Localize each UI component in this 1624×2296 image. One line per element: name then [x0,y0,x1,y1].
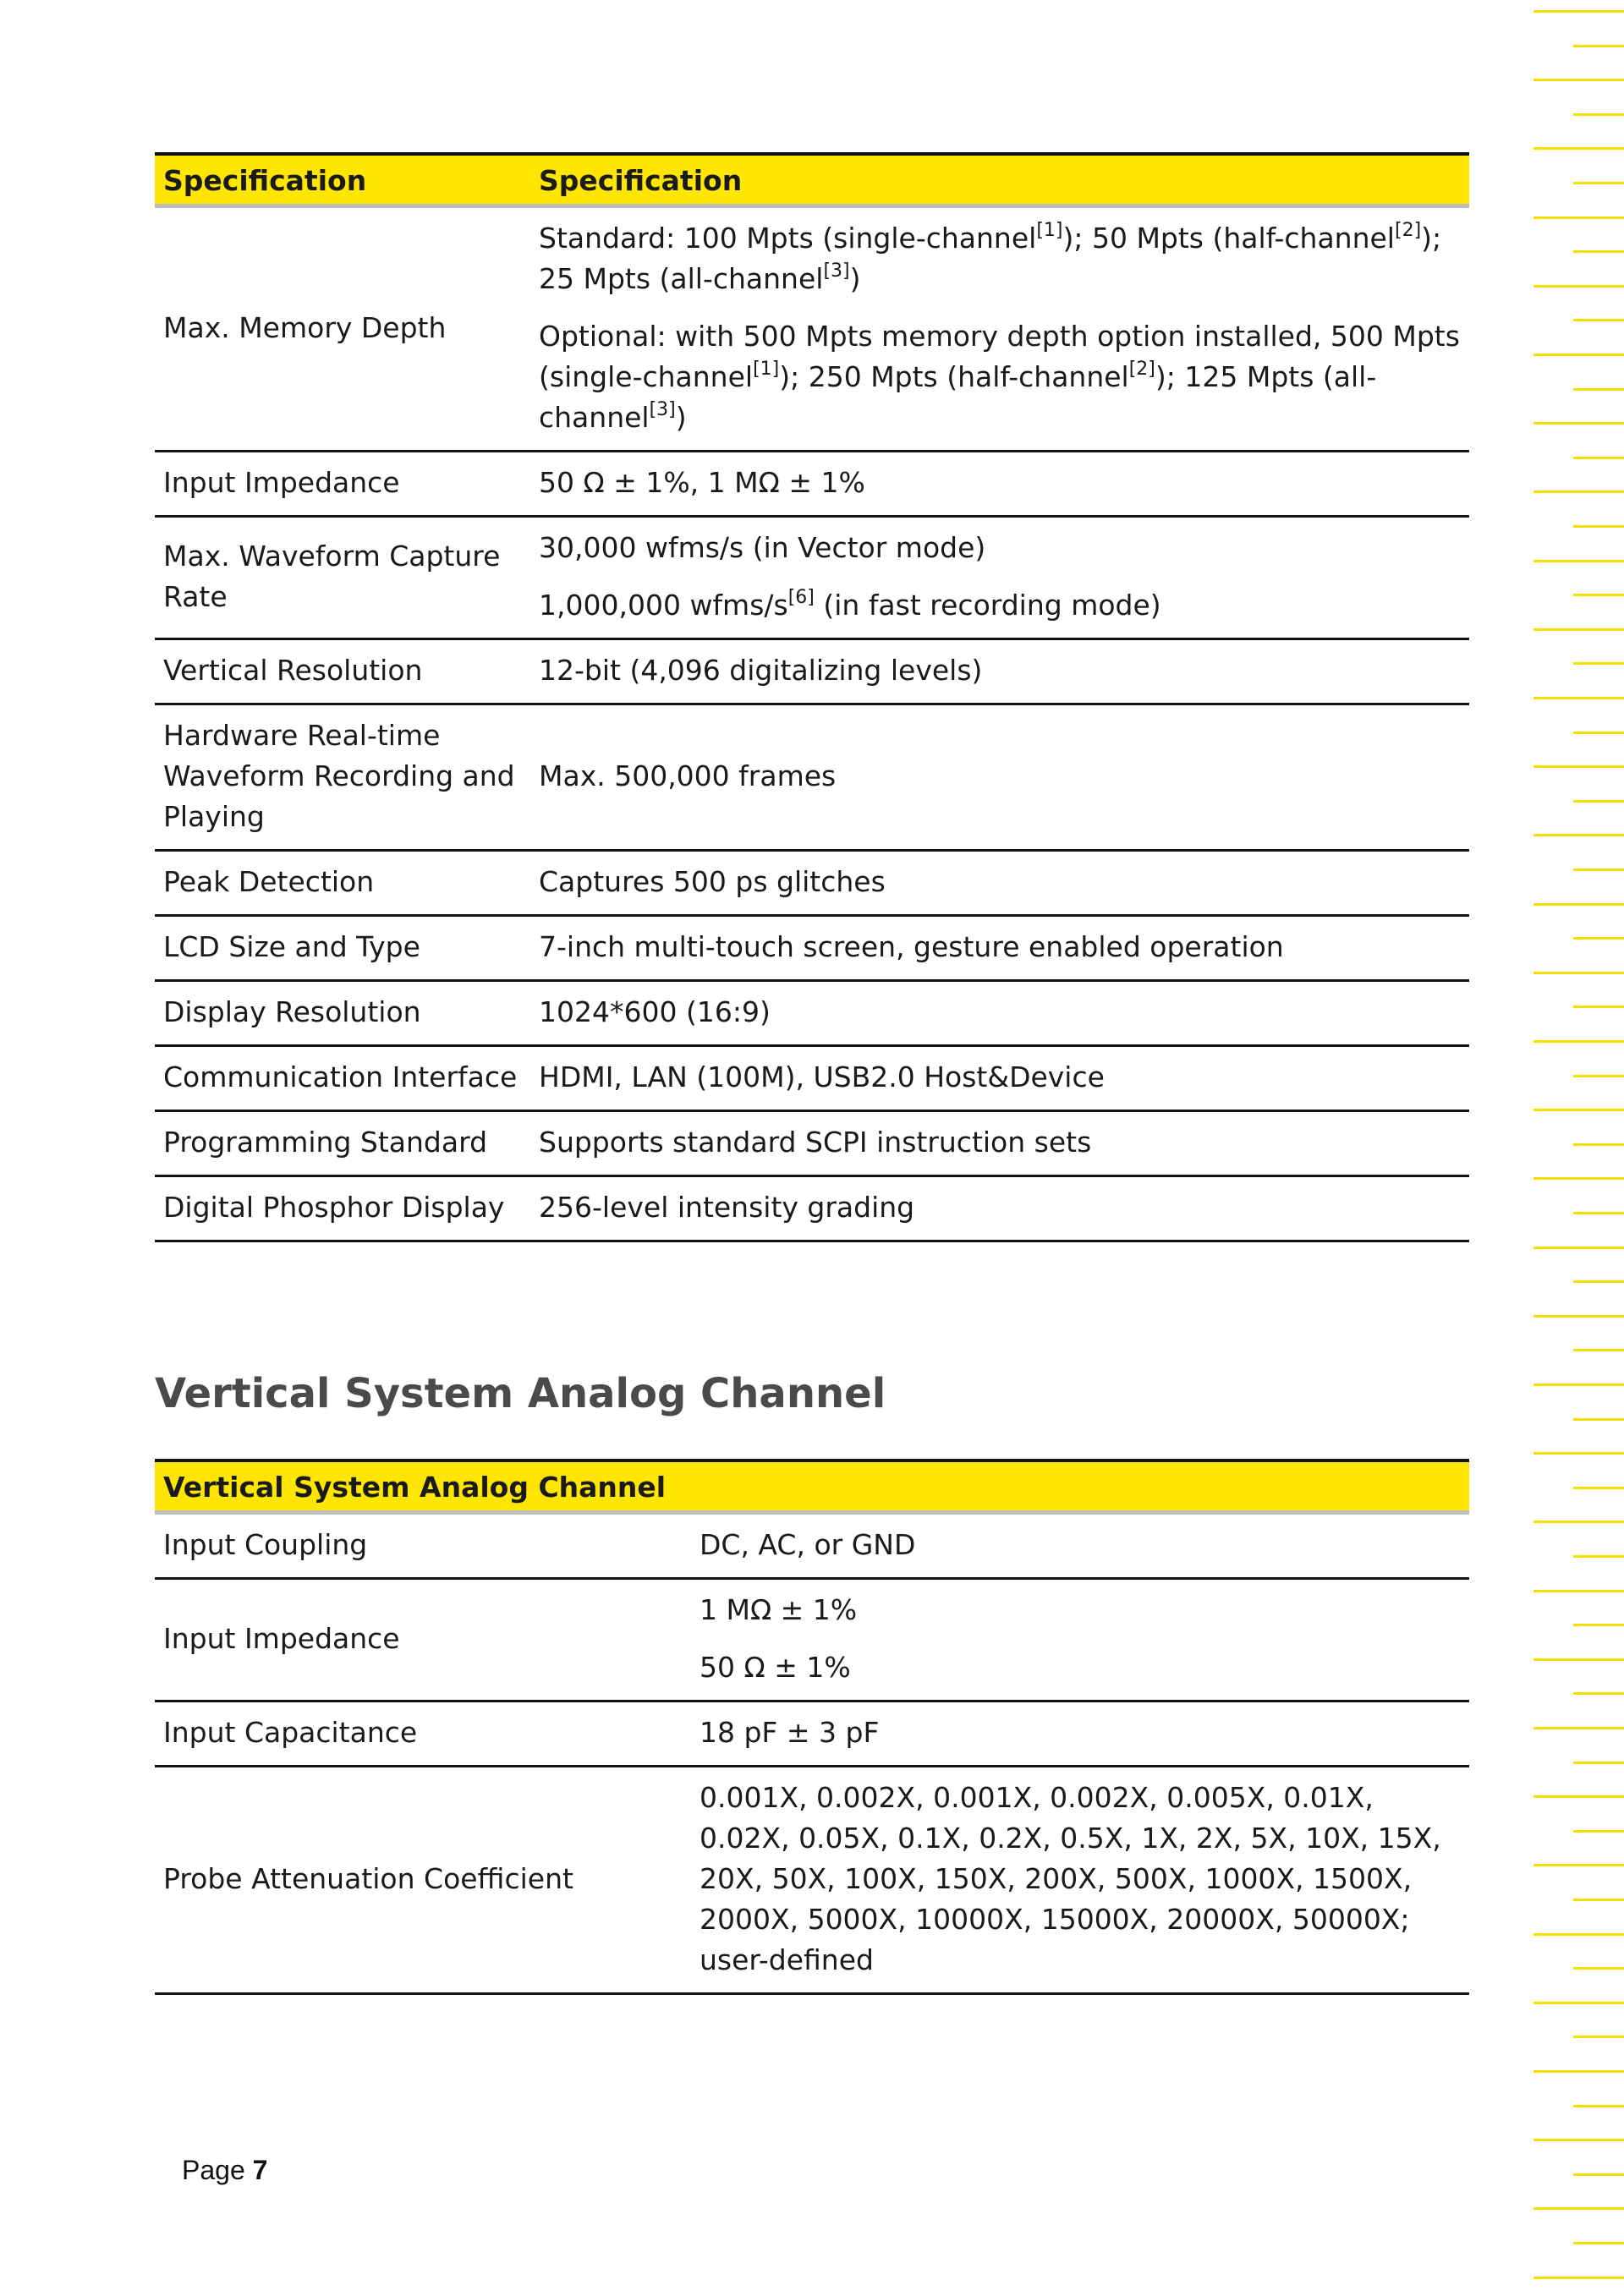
row-value: 12-bit (4,096 digitalizing levels) [530,639,1469,704]
table-row [155,452,1469,517]
memory-standard: Standard: 100 Mpts (single-channel[1]); 50 Mpts (half-channel[2]); 25 Mpts (all-channel[3]) [539,220,1442,295]
table-row [155,1176,1469,1241]
row-value: DC, AC, or GND [691,1513,1469,1579]
row-value: 0.001X, 0.002X, 0.001X, 0.002X, 0.005X, 0.01X, 0.02X, 0.05X, 0.1X, 0.2X, 0.5X, 1X, 2X, 5X, 10X, 15X, 20X, 50X, 100X, 150X, 200X, 500X, 1000X, 1500X, 2000X, 5000X, 10000X, 15000X, 20000X, 50000X; user-defined [691,1767,1469,1994]
margin-stripe [1533,1040,1624,1043]
table-row [155,1046,1469,1111]
margin-stripe [1533,285,1624,288]
margin-stripe [1533,1795,1624,1798]
margin-stripe [1573,732,1624,734]
margin-stripe [1573,2036,1624,2038]
margin-stripe [1573,2242,1624,2244]
margin-stripe [1573,525,1624,528]
margin-stripe [1533,1315,1624,1318]
margin-stripe [1533,2207,1624,2210]
margin-stripe [1533,903,1624,906]
margin-stripe [1533,353,1624,356]
margin-stripe [1533,560,1624,562]
row-label: Max. Memory Depth [155,206,530,452]
section-title: Vertical System Analog Channel [155,1370,886,1417]
margin-stripe [1533,2139,1624,2141]
margin-stripe [1533,79,1624,81]
margin-stripe [1573,457,1624,459]
margin-stripe [1573,2173,1624,2176]
margin-stripe [1533,1452,1624,1455]
row-value: Supports standard SCPI instruction sets [530,1111,1469,1176]
page-footer [182,2155,267,2186]
margin-stripe [1533,1864,1624,1866]
row-label: Input Coupling [155,1513,691,1579]
margin-stripe [1533,216,1624,219]
table-row [155,916,1469,981]
row-label: Programming Standard [155,1111,530,1176]
margin-stripe [1573,2105,1624,2107]
column-header: Specification [530,154,1469,206]
footnote-ref: [1] [753,359,780,380]
table-row [155,1111,1469,1176]
table-header-row [155,154,1469,206]
row-value: 1 MΩ ± 1% 50 Ω ± 1% [691,1579,1469,1701]
margin-stripe [1573,1212,1624,1214]
table-row [155,206,1469,452]
margin-stripe [1573,388,1624,391]
margin-stripe [1533,147,1624,150]
table-row [155,517,1469,639]
footnote-ref: [3] [823,260,850,282]
margin-stripe [1573,1487,1624,1489]
margin-stripe [1573,113,1624,116]
margin-stripe [1533,2002,1624,2004]
table-row [155,1513,1469,1579]
margin-stripe [1533,2070,1624,2073]
margin-stripe [1533,1109,1624,1111]
margin-stripe [1573,662,1624,665]
row-value: HDMI, LAN (100M), USB2.0 Host&Device [530,1046,1469,1111]
page-label: Page [182,2155,245,2185]
footnote-ref: [2] [1394,220,1422,241]
row-label: Hardware Real-time Waveform Recording and Playing [155,704,530,851]
margin-stripe [1533,490,1624,493]
row-label: Peak Detection [155,851,530,916]
margin-stripe [1533,1247,1624,1249]
margin-stripe [1533,628,1624,631]
row-value: 256-level intensity grading [530,1176,1469,1241]
margin-stripe [1573,1762,1624,1764]
margin-stripe [1533,1384,1624,1386]
margin-stripe [1533,834,1624,836]
table-row [155,1579,1469,1701]
specification-table [155,152,1469,1242]
row-value: 7-inch multi-touch screen, gesture enabled operation [530,916,1469,981]
margin-stripe [1533,1521,1624,1523]
decorative-margin-stripes [1527,0,1624,2296]
margin-stripe [1533,1590,1624,1592]
row-value: 1024*600 (16:9) [530,981,1469,1046]
margin-stripe [1573,1899,1624,1901]
footnote-ref: [3] [649,399,676,420]
row-label: Probe Attenuation Coefficient [155,1767,691,1994]
margin-stripe [1533,1727,1624,1729]
margin-stripe [1533,1177,1624,1180]
margin-stripe [1573,250,1624,253]
row-label: Display Resolution [155,981,530,1046]
row-label: Input Capacitance [155,1701,691,1767]
table-header: Vertical System Analog Channel [155,1460,1469,1513]
row-label: Input Impedance [155,1579,691,1701]
margin-stripe [1573,1075,1624,1077]
margin-stripe [1573,1624,1624,1626]
margin-stripe [1573,1418,1624,1421]
vertical-system-table [155,1459,1469,1995]
row-label: Max. Waveform Capture Rate [155,517,530,639]
margin-stripe [1573,1555,1624,1558]
footnote-ref: [2] [1128,359,1155,380]
memory-optional: Optional: with 500 Mpts memory depth option installed, 500 Mpts (single-channel[1]); 250 Mpts (half-channel[2]); 125 Mpts (all-channel[3]) [539,320,1460,434]
table-header-row [155,1460,1469,1513]
margin-stripe [1533,2277,1624,2279]
margin-stripe [1573,1830,1624,1833]
margin-stripe [1573,319,1624,321]
column-header: Specification [155,154,530,206]
margin-stripe [1573,937,1624,940]
table-row [155,981,1469,1046]
table-row [155,1767,1469,1994]
margin-stripe [1573,182,1624,184]
margin-stripe [1533,10,1624,13]
margin-stripe [1573,1967,1624,1970]
margin-stripe [1533,765,1624,768]
table-row [155,639,1469,704]
page-number: 7 [252,2155,268,2185]
row-value: Max. 500,000 frames [530,704,1469,851]
margin-stripe [1533,1658,1624,1661]
row-value: Captures 500 ps glitches [530,851,1469,916]
row-value: 50 Ω ± 1%, 1 MΩ ± 1% [530,452,1469,517]
margin-stripe [1573,1349,1624,1351]
margin-stripe [1573,800,1624,803]
margin-stripe [1573,869,1624,871]
row-value: 18 pF ± 3 pF [691,1701,1469,1767]
row-value: 30,000 wfms/s (in Vector mode) 1,000,000 wfms/s[6] (in fast recording mode) [530,517,1469,639]
row-label: Vertical Resolution [155,639,530,704]
margin-stripe [1533,1933,1624,1936]
table-row [155,1701,1469,1767]
row-value [530,206,1469,452]
margin-stripe [1573,1692,1624,1695]
margin-stripe [1533,972,1624,974]
row-label: Input Impedance [155,452,530,517]
margin-stripe [1573,594,1624,596]
row-label: Communication Interface [155,1046,530,1111]
table-row [155,851,1469,916]
row-label: Digital Phosphor Display [155,1176,530,1241]
margin-stripe [1533,697,1624,699]
row-label: LCD Size and Type [155,916,530,981]
footnote-ref: [1] [1036,220,1063,241]
table-row [155,704,1469,851]
margin-stripe [1533,422,1624,425]
margin-stripe [1573,45,1624,47]
margin-stripe [1573,1143,1624,1146]
footnote-ref: [6] [787,587,815,608]
margin-stripe [1573,1006,1624,1008]
margin-stripe [1573,1280,1624,1283]
